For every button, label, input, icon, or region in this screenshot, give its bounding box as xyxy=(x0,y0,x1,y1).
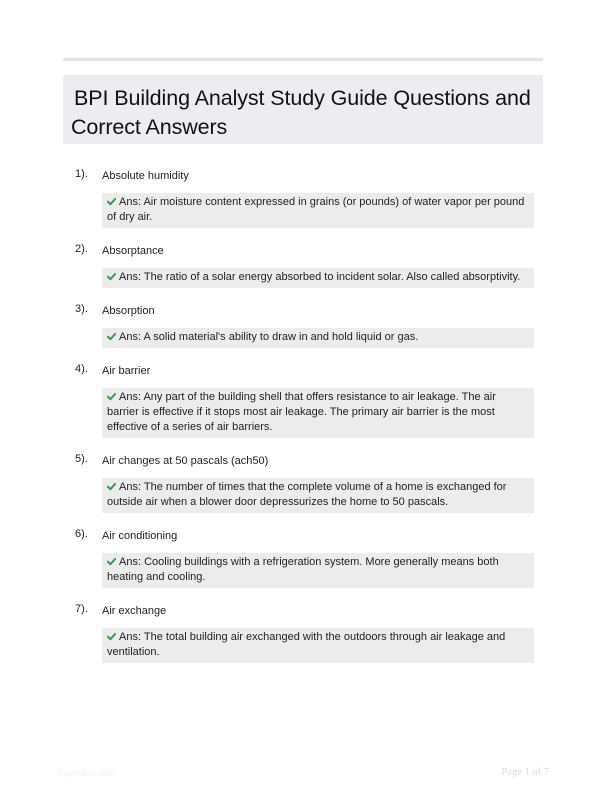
question-number: 2). xyxy=(75,243,88,255)
answer-text: Air moisture content expressed in grains (or pounds) of water vapor per pound of dry air. xyxy=(107,196,525,223)
answer-prefix: Ans: xyxy=(119,481,142,493)
checkmark-icon xyxy=(107,557,116,566)
checkmark-icon xyxy=(107,197,116,206)
answer-text: Any part of the building shell that offers resistance to air leakage. The air barrier is effective if it stops most air leakage. The primary air barrier is the most effective of a series of air barriers. xyxy=(107,391,496,433)
page-title-line-2: Correct Answers xyxy=(71,115,228,139)
question-row xyxy=(75,167,535,185)
answer-prefix: Ans: xyxy=(119,631,142,643)
question-term: Absorptance xyxy=(102,245,164,257)
answer-box xyxy=(102,268,534,288)
page-title xyxy=(71,84,535,142)
checkmark-icon xyxy=(107,392,116,401)
question-number: 7). xyxy=(75,603,88,615)
top-divider xyxy=(63,58,543,61)
question-term: Absolute humidity xyxy=(102,170,189,182)
answer-box xyxy=(102,628,534,663)
question-term: Absorption xyxy=(102,305,155,317)
question-item xyxy=(75,452,535,513)
question-term: Air changes at 50 pascals (ach50) xyxy=(102,455,269,467)
question-row xyxy=(75,602,535,620)
question-item xyxy=(75,602,535,663)
question-row xyxy=(75,452,535,470)
question-item xyxy=(75,167,535,228)
question-row xyxy=(75,362,535,380)
footer-page-number: Page 1 of 7 xyxy=(501,767,549,778)
question-item xyxy=(75,302,535,348)
question-term: Air exchange xyxy=(102,605,167,617)
question-number: 1). xyxy=(75,168,88,180)
answer-prefix: Ans: xyxy=(119,391,142,403)
question-list xyxy=(75,167,535,677)
question-number: 3). xyxy=(75,303,88,315)
answer-box xyxy=(102,193,534,228)
question-row xyxy=(75,302,535,320)
question-term: Air conditioning xyxy=(102,530,178,542)
answer-text: A solid material's ability to draw in and hold liquid or gas. xyxy=(143,331,419,343)
title-banner xyxy=(63,75,543,144)
answer-box xyxy=(102,478,534,513)
question-row xyxy=(75,242,535,260)
checkmark-icon xyxy=(107,332,116,341)
answer-text: Cooling buildings with a refrigeration system. More generally means both heating and cooling. xyxy=(107,556,499,583)
answer-box xyxy=(102,328,534,348)
answer-prefix: Ans: xyxy=(119,556,142,568)
footer-site: PaperBliz.com xyxy=(57,768,116,778)
question-number: 6). xyxy=(75,528,88,540)
checkmark-icon xyxy=(107,482,116,491)
question-number: 4). xyxy=(75,363,88,375)
answer-box xyxy=(102,553,534,588)
answer-prefix: Ans: xyxy=(119,331,142,343)
answer-prefix: Ans: xyxy=(119,196,142,208)
checkmark-icon xyxy=(107,272,116,281)
answer-text: The number of times that the complete volume of a home is exchanged for outside air when a blower door depressurizes the home to 50 pascals. xyxy=(107,481,507,508)
answer-text: The total building air exchanged with the outdoors through air leakage and ventilation. xyxy=(107,631,506,658)
question-item xyxy=(75,527,535,588)
page-title-line-1: BPI Building Analyst Study Guide Questions and xyxy=(74,86,531,110)
answer-text: The ratio of a solar energy absorbed to incident solar. Also called absorptivity. xyxy=(143,271,521,283)
question-term: Air barrier xyxy=(102,365,151,377)
question-item xyxy=(75,362,535,438)
checkmark-icon xyxy=(107,632,116,641)
question-item xyxy=(75,242,535,288)
answer-prefix: Ans: xyxy=(119,271,142,283)
question-number: 5). xyxy=(75,453,88,465)
answer-box xyxy=(102,388,534,438)
question-row xyxy=(75,527,535,545)
